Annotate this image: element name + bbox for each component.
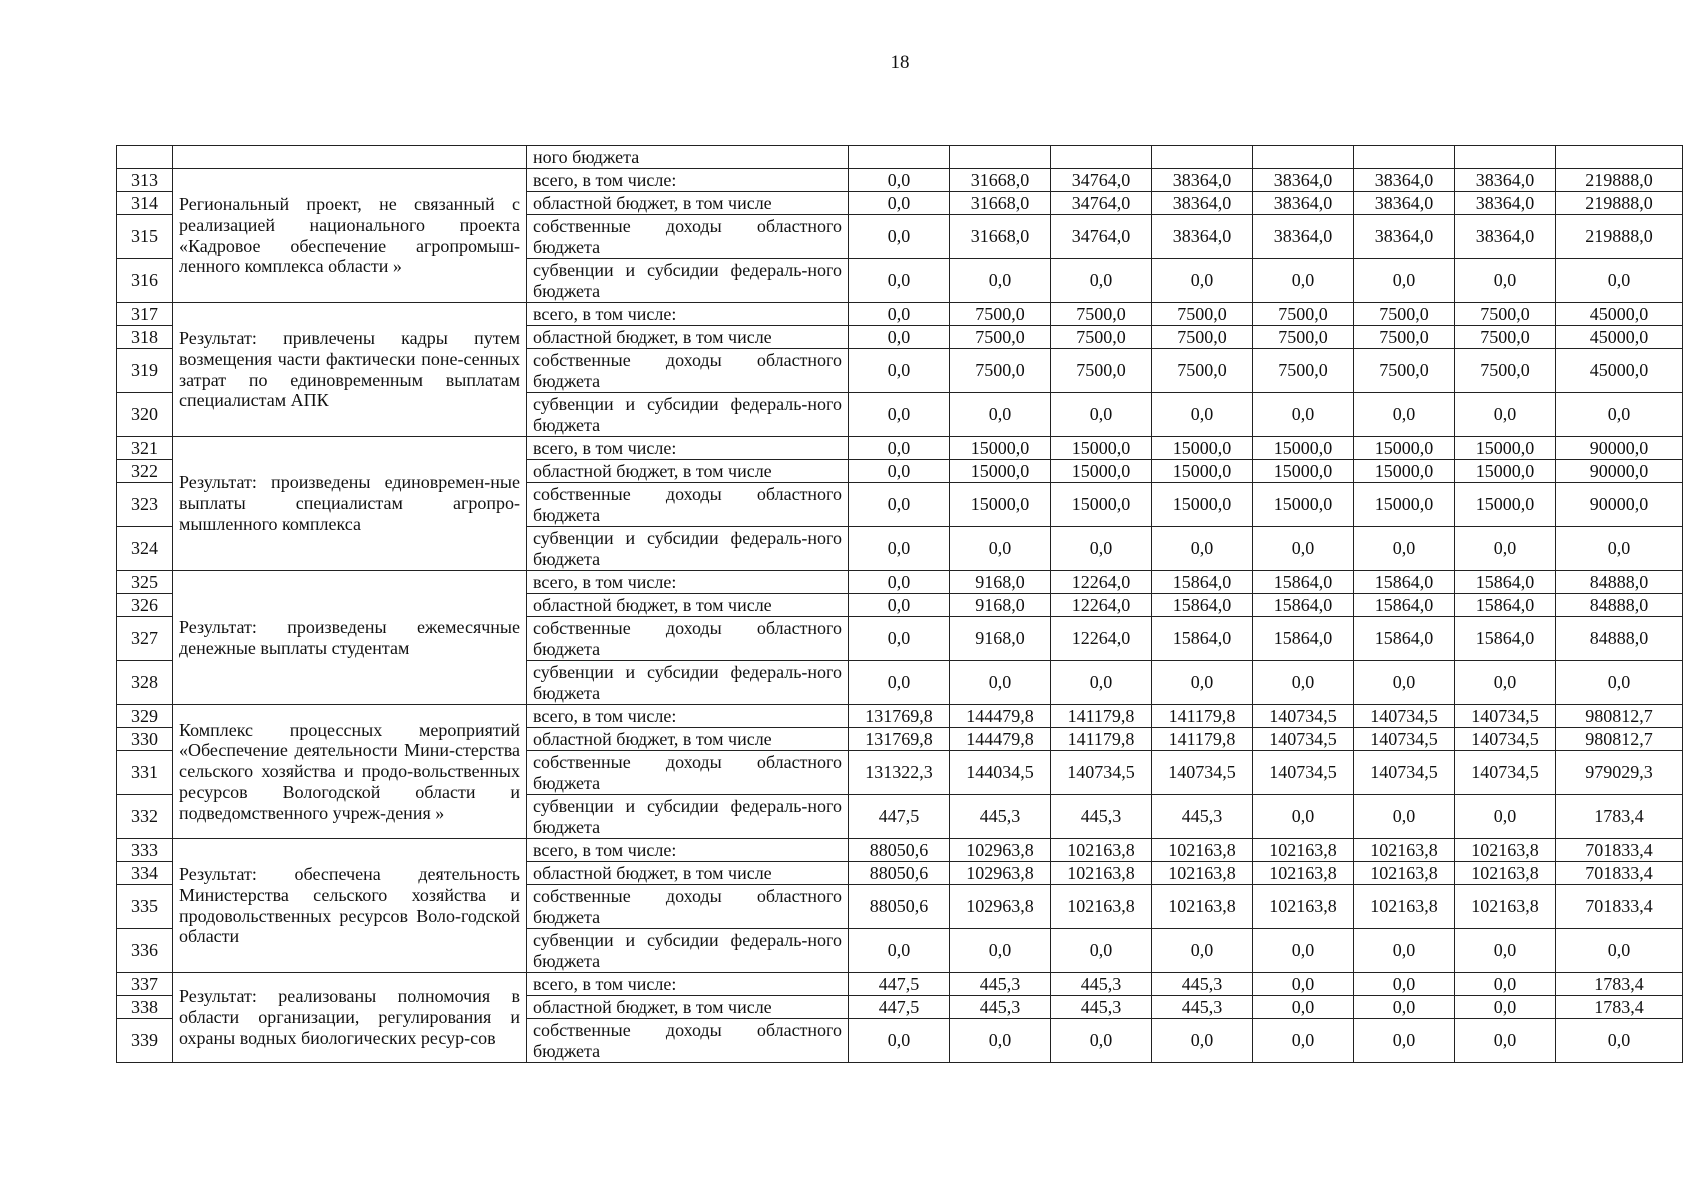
year-value-cell: 38364,0 — [1455, 192, 1556, 215]
year-value-cell: 0,0 — [1152, 929, 1253, 973]
year-value-cell: 7500,0 — [1051, 303, 1152, 326]
year-value-cell: 7500,0 — [1051, 326, 1152, 349]
year-value-cell: 140734,5 — [1253, 751, 1354, 795]
year-value-cell: 0,0 — [1253, 973, 1354, 996]
year-value-cell: 0,0 — [1253, 795, 1354, 839]
year-value-cell: 140734,5 — [1455, 705, 1556, 728]
funding-source-cell: собственные доходы областного бюджета — [527, 617, 849, 661]
row-number-cell: 338 — [117, 996, 173, 1019]
year-value-cell: 0,0 — [1253, 259, 1354, 303]
year-value-cell: 0,0 — [1051, 393, 1152, 437]
year-value-cell: 0,0 — [849, 661, 950, 705]
year-value-cell: 0,0 — [1051, 1019, 1152, 1063]
year-value-cell: 9168,0 — [950, 617, 1051, 661]
year-value-cell: 12264,0 — [1051, 594, 1152, 617]
total-value-cell: 980812,7 — [1556, 705, 1683, 728]
item-name-cell: Результат: реализованы полномочия в области организации, регулирования и охраны водных биологических ресур-сов — [173, 973, 527, 1063]
year-value-cell: 15000,0 — [1253, 460, 1354, 483]
year-value-cell: 15864,0 — [1152, 617, 1253, 661]
row-number-cell: 322 — [117, 460, 173, 483]
year-value-cell: 445,3 — [950, 973, 1051, 996]
item-name-cell: Результат: обеспечена деятельность Министерства сельского хозяйства и продовольственных ресурсов Воло-годской области — [173, 839, 527, 973]
year-value-cell: 15000,0 — [1051, 483, 1152, 527]
funding-source-cell: всего, в том числе: — [527, 705, 849, 728]
total-value-cell: 701833,4 — [1556, 885, 1683, 929]
year-value-cell: 140734,5 — [1253, 728, 1354, 751]
year-value-cell: 38364,0 — [1455, 215, 1556, 259]
year-value-cell: 7500,0 — [1152, 303, 1253, 326]
year-value-cell: 0,0 — [1152, 259, 1253, 303]
total-value-cell: 45000,0 — [1556, 303, 1683, 326]
year-value-cell: 38364,0 — [1354, 192, 1455, 215]
total-value-cell: 84888,0 — [1556, 571, 1683, 594]
funding-source-cell: областной бюджет, в том числе — [527, 728, 849, 751]
row-number-cell: 323 — [117, 483, 173, 527]
funding-source-cell: субвенции и субсидии федераль-ного бюджета — [527, 929, 849, 973]
year-value-cell: 7500,0 — [1354, 303, 1455, 326]
year-value-cell: 15000,0 — [1051, 460, 1152, 483]
total-value-cell: 0,0 — [1556, 929, 1683, 973]
year-value-cell: 15864,0 — [1354, 617, 1455, 661]
year-value-cell: 447,5 — [849, 795, 950, 839]
year-value-cell: 0,0 — [849, 1019, 950, 1063]
year-value-cell: 15000,0 — [1253, 483, 1354, 527]
year-value-cell: 445,3 — [1152, 795, 1253, 839]
funding-source-cell: собственные доходы областного бюджета — [527, 483, 849, 527]
year-value-cell: 15000,0 — [1253, 437, 1354, 460]
year-value-cell: 0,0 — [849, 437, 950, 460]
budget-table — [116, 145, 1683, 1063]
year-value-cell: 0,0 — [1051, 661, 1152, 705]
year-value-cell: 0,0 — [849, 483, 950, 527]
year-value-cell: 141179,8 — [1051, 728, 1152, 751]
funding-source-cell: областной бюджет, в том числе — [527, 460, 849, 483]
empty-value-cell — [1556, 146, 1683, 169]
year-value-cell: 102963,8 — [950, 862, 1051, 885]
year-value-cell: 15864,0 — [1253, 571, 1354, 594]
row-number-cell: 321 — [117, 437, 173, 460]
year-value-cell: 15864,0 — [1354, 571, 1455, 594]
item-name-cell: Региональный проект, не связанный с реализацией национального проекта «Кадровое обеспечение агропромыш-ленного комплекса области » — [173, 169, 527, 303]
year-value-cell: 0,0 — [849, 326, 950, 349]
funding-source-cell: областной бюджет, в том числе — [527, 326, 849, 349]
year-value-cell: 102163,8 — [1455, 839, 1556, 862]
year-value-cell: 0,0 — [849, 527, 950, 571]
year-value-cell: 0,0 — [849, 460, 950, 483]
year-value-cell: 140734,5 — [1455, 728, 1556, 751]
year-value-cell: 0,0 — [849, 594, 950, 617]
year-value-cell: 34764,0 — [1051, 169, 1152, 192]
year-value-cell: 15000,0 — [1354, 483, 1455, 527]
year-value-cell: 0,0 — [1152, 393, 1253, 437]
row-number-cell: 335 — [117, 885, 173, 929]
year-value-cell: 445,3 — [1051, 973, 1152, 996]
funding-source-cell: областной бюджет, в том числе — [527, 594, 849, 617]
year-value-cell: 445,3 — [1051, 795, 1152, 839]
year-value-cell: 38364,0 — [1455, 169, 1556, 192]
total-value-cell: 219888,0 — [1556, 215, 1683, 259]
year-value-cell: 0,0 — [1354, 259, 1455, 303]
year-value-cell: 131322,3 — [849, 751, 950, 795]
funding-source-cell: всего, в том числе: — [527, 437, 849, 460]
year-value-cell: 0,0 — [1152, 1019, 1253, 1063]
year-value-cell: 7500,0 — [950, 303, 1051, 326]
year-value-cell: 140734,5 — [1253, 705, 1354, 728]
row-number-cell: 317 — [117, 303, 173, 326]
year-value-cell: 102163,8 — [1051, 885, 1152, 929]
total-value-cell: 90000,0 — [1556, 483, 1683, 527]
year-value-cell: 0,0 — [1455, 259, 1556, 303]
year-value-cell: 0,0 — [1455, 973, 1556, 996]
year-value-cell: 0,0 — [849, 215, 950, 259]
row-number-cell: 337 — [117, 973, 173, 996]
total-value-cell: 0,0 — [1556, 527, 1683, 571]
item-name-cell: Результат: произведены ежемесячные денежные выплаты студентам — [173, 571, 527, 705]
year-value-cell: 0,0 — [1455, 527, 1556, 571]
row-number-cell: 325 — [117, 571, 173, 594]
year-value-cell: 15000,0 — [1152, 460, 1253, 483]
year-value-cell: 0,0 — [1354, 929, 1455, 973]
year-value-cell: 15864,0 — [1152, 571, 1253, 594]
year-value-cell: 0,0 — [1455, 996, 1556, 1019]
year-value-cell: 31668,0 — [950, 192, 1051, 215]
year-value-cell: 0,0 — [950, 393, 1051, 437]
year-value-cell: 0,0 — [1354, 527, 1455, 571]
year-value-cell: 447,5 — [849, 973, 950, 996]
row-number-cell: 329 — [117, 705, 173, 728]
row-number-cell: 330 — [117, 728, 173, 751]
year-value-cell: 0,0 — [1051, 527, 1152, 571]
year-value-cell: 140734,5 — [1354, 728, 1455, 751]
year-value-cell: 102163,8 — [1051, 862, 1152, 885]
year-value-cell: 15000,0 — [1455, 437, 1556, 460]
funding-source-cell: всего, в том числе: — [527, 839, 849, 862]
year-value-cell: 38364,0 — [1152, 215, 1253, 259]
year-value-cell: 0,0 — [1455, 795, 1556, 839]
total-value-cell: 45000,0 — [1556, 349, 1683, 393]
year-value-cell: 88050,6 — [849, 862, 950, 885]
year-value-cell: 445,3 — [950, 996, 1051, 1019]
funding-source-cell: субвенции и субсидии федераль-ного бюджета — [527, 259, 849, 303]
total-value-cell: 701833,4 — [1556, 839, 1683, 862]
year-value-cell: 38364,0 — [1253, 192, 1354, 215]
year-value-cell: 7500,0 — [950, 326, 1051, 349]
empty-value-cell — [849, 146, 950, 169]
year-value-cell: 7500,0 — [1152, 326, 1253, 349]
year-value-cell: 102163,8 — [1354, 839, 1455, 862]
year-value-cell: 15000,0 — [950, 483, 1051, 527]
funding-source-cell: собственные доходы областного бюджета — [527, 1019, 849, 1063]
year-value-cell: 15000,0 — [950, 460, 1051, 483]
year-value-cell: 102963,8 — [950, 885, 1051, 929]
year-value-cell: 102163,8 — [1253, 862, 1354, 885]
year-value-cell: 445,3 — [1152, 996, 1253, 1019]
total-value-cell: 84888,0 — [1556, 594, 1683, 617]
year-value-cell: 102163,8 — [1152, 862, 1253, 885]
year-value-cell: 0,0 — [1455, 929, 1556, 973]
year-value-cell: 34764,0 — [1051, 192, 1152, 215]
year-value-cell: 7500,0 — [1253, 326, 1354, 349]
page-number: 18 — [890, 52, 910, 73]
year-value-cell: 15864,0 — [1253, 594, 1354, 617]
year-value-cell: 102163,8 — [1455, 885, 1556, 929]
year-value-cell: 0,0 — [1152, 527, 1253, 571]
funding-source-cell: собственные доходы областного бюджета — [527, 215, 849, 259]
continuation-source-cell: ного бюджета — [527, 146, 849, 169]
year-value-cell: 141179,8 — [1152, 705, 1253, 728]
year-value-cell: 34764,0 — [1051, 215, 1152, 259]
year-value-cell: 131769,8 — [849, 705, 950, 728]
table-row — [117, 303, 1683, 326]
year-value-cell: 0,0 — [1253, 393, 1354, 437]
year-value-cell: 9168,0 — [950, 594, 1051, 617]
table-row — [117, 571, 1683, 594]
year-value-cell: 102163,8 — [1253, 839, 1354, 862]
year-value-cell: 0,0 — [1455, 393, 1556, 437]
year-value-cell: 0,0 — [849, 192, 950, 215]
funding-source-cell: областной бюджет, в том числе — [527, 862, 849, 885]
funding-source-cell: областной бюджет, в том числе — [527, 192, 849, 215]
year-value-cell: 0,0 — [950, 661, 1051, 705]
year-value-cell: 0,0 — [1253, 996, 1354, 1019]
year-value-cell: 7500,0 — [1051, 349, 1152, 393]
row-number-cell: 320 — [117, 393, 173, 437]
total-value-cell: 45000,0 — [1556, 326, 1683, 349]
year-value-cell: 0,0 — [1354, 393, 1455, 437]
row-number-cell: 339 — [117, 1019, 173, 1063]
year-value-cell: 131769,8 — [849, 728, 950, 751]
year-value-cell: 15000,0 — [1152, 437, 1253, 460]
item-name-cell: Результат: произведены единовремен-ные выплаты специалистам агропро-мышленного комплекса — [173, 437, 527, 571]
year-value-cell: 88050,6 — [849, 839, 950, 862]
year-value-cell: 144479,8 — [950, 728, 1051, 751]
row-number-cell: 327 — [117, 617, 173, 661]
year-value-cell: 102163,8 — [1354, 885, 1455, 929]
year-value-cell: 102163,8 — [1051, 839, 1152, 862]
row-number-cell: 324 — [117, 527, 173, 571]
year-value-cell: 102163,8 — [1354, 862, 1455, 885]
year-value-cell: 15000,0 — [1455, 483, 1556, 527]
total-value-cell: 0,0 — [1556, 393, 1683, 437]
funding-source-cell: собственные доходы областного бюджета — [527, 751, 849, 795]
funding-source-cell: областной бюджет, в том числе — [527, 996, 849, 1019]
year-value-cell: 88050,6 — [849, 885, 950, 929]
row-number-cell: 315 — [117, 215, 173, 259]
row-number-cell: 332 — [117, 795, 173, 839]
year-value-cell: 15864,0 — [1354, 594, 1455, 617]
year-value-cell: 102163,8 — [1152, 885, 1253, 929]
total-value-cell: 1783,4 — [1556, 973, 1683, 996]
row-number-cell: 326 — [117, 594, 173, 617]
year-value-cell: 31668,0 — [950, 169, 1051, 192]
year-value-cell: 0,0 — [1253, 527, 1354, 571]
year-value-cell: 0,0 — [950, 1019, 1051, 1063]
total-value-cell: 0,0 — [1556, 259, 1683, 303]
funding-source-cell: субвенции и субсидии федераль-ного бюджета — [527, 661, 849, 705]
row-number-cell: 334 — [117, 862, 173, 885]
empty-value-cell — [950, 146, 1051, 169]
year-value-cell: 15864,0 — [1455, 617, 1556, 661]
total-value-cell: 1783,4 — [1556, 996, 1683, 1019]
year-value-cell: 15000,0 — [1354, 460, 1455, 483]
year-value-cell: 102163,8 — [1152, 839, 1253, 862]
year-value-cell: 38364,0 — [1253, 215, 1354, 259]
funding-source-cell: всего, в том числе: — [527, 303, 849, 326]
year-value-cell: 0,0 — [849, 259, 950, 303]
year-value-cell: 0,0 — [1354, 661, 1455, 705]
total-value-cell: 1783,4 — [1556, 795, 1683, 839]
name-cell — [173, 146, 527, 169]
year-value-cell: 0,0 — [1354, 996, 1455, 1019]
funding-source-cell: всего, в том числе: — [527, 973, 849, 996]
year-value-cell: 15864,0 — [1455, 571, 1556, 594]
row-number-cell: 328 — [117, 661, 173, 705]
year-value-cell: 12264,0 — [1051, 617, 1152, 661]
total-value-cell: 84888,0 — [1556, 617, 1683, 661]
total-value-cell: 0,0 — [1556, 661, 1683, 705]
item-name-cell: Результат: привлечены кадры путем возмещения части фактически поне-сенных затрат по единовременным выплатам специалистам АПК — [173, 303, 527, 437]
empty-value-cell — [1354, 146, 1455, 169]
year-value-cell: 0,0 — [849, 303, 950, 326]
year-value-cell: 38364,0 — [1152, 169, 1253, 192]
continuation-row — [117, 146, 1683, 169]
year-value-cell: 0,0 — [849, 571, 950, 594]
table-row — [117, 973, 1683, 996]
funding-source-cell: собственные доходы областного бюджета — [527, 885, 849, 929]
row-number-cell: 333 — [117, 839, 173, 862]
year-value-cell: 0,0 — [1253, 1019, 1354, 1063]
year-value-cell: 0,0 — [950, 527, 1051, 571]
total-value-cell: 0,0 — [1556, 1019, 1683, 1063]
year-value-cell: 447,5 — [849, 996, 950, 1019]
year-value-cell: 0,0 — [849, 349, 950, 393]
year-value-cell: 0,0 — [1455, 1019, 1556, 1063]
row-number-cell: 318 — [117, 326, 173, 349]
year-value-cell: 140734,5 — [1354, 705, 1455, 728]
year-value-cell: 0,0 — [1152, 661, 1253, 705]
year-value-cell: 140734,5 — [1455, 751, 1556, 795]
year-value-cell: 144034,5 — [950, 751, 1051, 795]
year-value-cell: 15000,0 — [1152, 483, 1253, 527]
total-value-cell: 701833,4 — [1556, 862, 1683, 885]
year-value-cell: 0,0 — [849, 929, 950, 973]
year-value-cell: 0,0 — [1354, 795, 1455, 839]
year-value-cell: 15864,0 — [1455, 594, 1556, 617]
year-value-cell: 0,0 — [1455, 661, 1556, 705]
total-value-cell: 980812,7 — [1556, 728, 1683, 751]
year-value-cell: 15000,0 — [950, 437, 1051, 460]
year-value-cell: 102963,8 — [950, 839, 1051, 862]
total-value-cell: 219888,0 — [1556, 169, 1683, 192]
year-value-cell: 0,0 — [1051, 929, 1152, 973]
year-value-cell: 140734,5 — [1152, 751, 1253, 795]
year-value-cell: 0,0 — [950, 929, 1051, 973]
year-value-cell: 140734,5 — [1354, 751, 1455, 795]
year-value-cell: 15000,0 — [1354, 437, 1455, 460]
year-value-cell: 38364,0 — [1354, 215, 1455, 259]
row-number-cell: 319 — [117, 349, 173, 393]
item-name-cell: Комплекс процессных мероприятий «Обеспечение деятельности Мини-стерства сельского хозяйства и продо-вольственных ресурсов Вологодской области и подведомственного учреж-дения » — [173, 705, 527, 839]
total-value-cell: 219888,0 — [1556, 192, 1683, 215]
funding-source-cell: всего, в том числе: — [527, 169, 849, 192]
year-value-cell: 38364,0 — [1253, 169, 1354, 192]
table-body — [117, 146, 1683, 1063]
empty-value-cell — [1152, 146, 1253, 169]
year-value-cell: 7500,0 — [1455, 326, 1556, 349]
year-value-cell: 102163,8 — [1455, 862, 1556, 885]
year-value-cell: 7500,0 — [1253, 303, 1354, 326]
total-value-cell: 90000,0 — [1556, 460, 1683, 483]
year-value-cell: 140734,5 — [1051, 751, 1152, 795]
year-value-cell: 0,0 — [1253, 661, 1354, 705]
year-value-cell: 445,3 — [950, 795, 1051, 839]
year-value-cell: 0,0 — [1051, 259, 1152, 303]
year-value-cell: 144479,8 — [950, 705, 1051, 728]
table-row — [117, 437, 1683, 460]
empty-value-cell — [1051, 146, 1152, 169]
year-value-cell: 31668,0 — [950, 215, 1051, 259]
year-value-cell: 7500,0 — [1354, 326, 1455, 349]
year-value-cell: 0,0 — [849, 393, 950, 437]
year-value-cell: 102163,8 — [1253, 885, 1354, 929]
year-value-cell: 0,0 — [1354, 1019, 1455, 1063]
row-number-cell: 316 — [117, 259, 173, 303]
total-value-cell: 979029,3 — [1556, 751, 1683, 795]
year-value-cell: 445,3 — [1152, 973, 1253, 996]
year-value-cell: 15000,0 — [1051, 437, 1152, 460]
year-value-cell: 0,0 — [950, 259, 1051, 303]
table-row — [117, 169, 1683, 192]
empty-value-cell — [1455, 146, 1556, 169]
year-value-cell: 15864,0 — [1152, 594, 1253, 617]
funding-source-cell: субвенции и субсидии федераль-ного бюджета — [527, 527, 849, 571]
row-number-cell: 314 — [117, 192, 173, 215]
year-value-cell: 38364,0 — [1152, 192, 1253, 215]
year-value-cell: 7500,0 — [1152, 349, 1253, 393]
year-value-cell: 15864,0 — [1253, 617, 1354, 661]
year-value-cell: 0,0 — [849, 169, 950, 192]
year-value-cell: 7500,0 — [1455, 349, 1556, 393]
funding-source-cell: субвенции и субсидии федераль-ного бюджета — [527, 795, 849, 839]
row-number-cell: 336 — [117, 929, 173, 973]
table-row — [117, 839, 1683, 862]
year-value-cell: 0,0 — [849, 617, 950, 661]
row-number-cell — [117, 146, 173, 169]
year-value-cell: 0,0 — [1354, 973, 1455, 996]
year-value-cell: 7500,0 — [1253, 349, 1354, 393]
year-value-cell: 7500,0 — [1354, 349, 1455, 393]
total-value-cell: 90000,0 — [1556, 437, 1683, 460]
table-row — [117, 705, 1683, 728]
row-number-cell: 331 — [117, 751, 173, 795]
funding-source-cell: собственные доходы областного бюджета — [527, 349, 849, 393]
year-value-cell: 12264,0 — [1051, 571, 1152, 594]
empty-value-cell — [1253, 146, 1354, 169]
year-value-cell: 7500,0 — [950, 349, 1051, 393]
year-value-cell: 445,3 — [1051, 996, 1152, 1019]
funding-source-cell: всего, в том числе: — [527, 571, 849, 594]
funding-source-cell: субвенции и субсидии федераль-ного бюджета — [527, 393, 849, 437]
year-value-cell: 9168,0 — [950, 571, 1051, 594]
year-value-cell: 0,0 — [1253, 929, 1354, 973]
year-value-cell: 141179,8 — [1152, 728, 1253, 751]
year-value-cell: 141179,8 — [1051, 705, 1152, 728]
year-value-cell: 38364,0 — [1354, 169, 1455, 192]
year-value-cell: 7500,0 — [1455, 303, 1556, 326]
year-value-cell: 15000,0 — [1455, 460, 1556, 483]
row-number-cell: 313 — [117, 169, 173, 192]
